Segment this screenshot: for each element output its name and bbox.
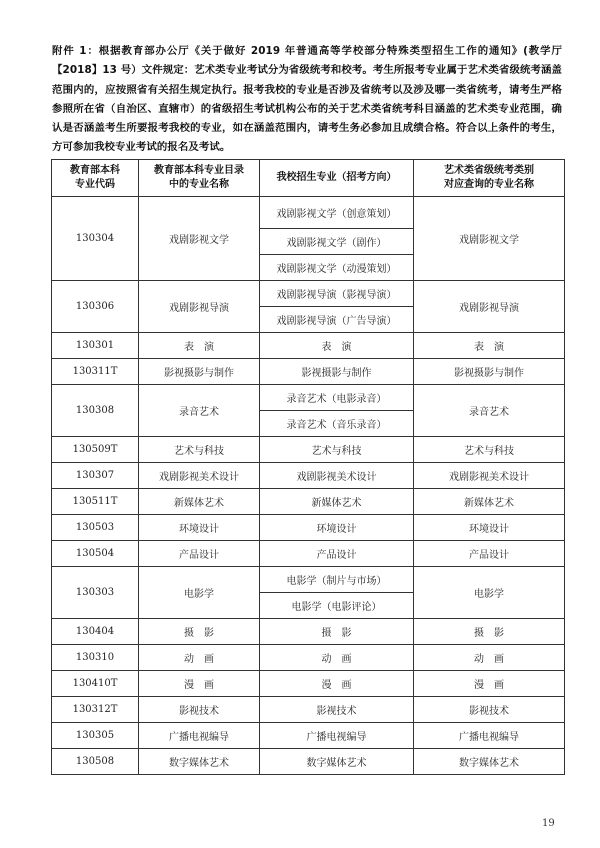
cell-category: 新媒体艺术 — [414, 489, 565, 515]
cell-code: 130504 — [52, 541, 139, 567]
cell-code: 130307 — [52, 463, 139, 489]
table-row — [52, 281, 565, 307]
cell-code: 130509T — [52, 437, 139, 463]
table-body — [52, 197, 565, 775]
cell-direction: 产品设计 — [260, 541, 414, 567]
cell-code: 130308 — [52, 385, 139, 437]
header-code: 教育部本科 专业代码 — [52, 160, 139, 197]
cell-code: 130304 — [52, 197, 139, 281]
cell-direction: 戏剧影视导演（广告导演） — [260, 307, 414, 333]
cell-direction: 摄 影 — [260, 619, 414, 645]
cell-code: 130306 — [52, 281, 139, 333]
cell-major-name: 产品设计 — [139, 541, 260, 567]
cell-major-name: 电影学 — [139, 567, 260, 619]
cell-category: 艺术与科技 — [414, 437, 565, 463]
table-row — [52, 463, 565, 489]
cell-code: 130310 — [52, 645, 139, 671]
cell-category: 影视技术 — [414, 697, 565, 723]
cell-category: 电影学 — [414, 567, 565, 619]
table-row — [52, 671, 565, 697]
header-name: 教育部本科专业目录 中的专业名称 — [139, 160, 260, 197]
cell-direction: 录音艺术（音乐录音） — [260, 411, 414, 437]
cell-major-name: 数字媒体艺术 — [139, 749, 260, 775]
cell-category: 产品设计 — [414, 541, 565, 567]
cell-direction: 数字媒体艺术 — [260, 749, 414, 775]
table-row — [52, 333, 565, 359]
table-row — [52, 567, 565, 593]
cell-code: 130511T — [52, 489, 139, 515]
cell-category: 录音艺术 — [414, 385, 565, 437]
cell-direction: 广播电视编导 — [260, 723, 414, 749]
cell-major-name: 漫 画 — [139, 671, 260, 697]
cell-category: 动 画 — [414, 645, 565, 671]
table-row — [52, 645, 565, 671]
header-direction: 我校招生专业（招考方向） — [260, 160, 414, 197]
table-row — [52, 437, 565, 463]
cell-direction: 戏剧影视文学（剧作） — [260, 229, 414, 255]
cell-category: 数字媒体艺术 — [414, 749, 565, 775]
cell-code: 130305 — [52, 723, 139, 749]
cell-category: 漫 画 — [414, 671, 565, 697]
cell-major-name: 影视技术 — [139, 697, 260, 723]
cell-category: 戏剧影视美术设计 — [414, 463, 565, 489]
header-category: 艺术类省级统考类别 对应查询的专业名称 — [414, 160, 565, 197]
cell-code: 130503 — [52, 515, 139, 541]
cell-category: 广播电视编导 — [414, 723, 565, 749]
table-row — [52, 749, 565, 775]
cell-code: 130301 — [52, 333, 139, 359]
cell-major-name: 录音艺术 — [139, 385, 260, 437]
cell-direction: 电影学（制片与市场） — [260, 567, 414, 593]
cell-code: 130303 — [52, 567, 139, 619]
cell-code: 130312T — [52, 697, 139, 723]
cell-direction: 戏剧影视导演（影视导演） — [260, 281, 414, 307]
cell-category: 戏剧影视文学 — [414, 197, 565, 281]
cell-major-name: 动 画 — [139, 645, 260, 671]
cell-direction: 表 演 — [260, 333, 414, 359]
cell-major-name: 影视摄影与制作 — [139, 359, 260, 385]
cell-major-name: 广播电视编导 — [139, 723, 260, 749]
table-row — [52, 697, 565, 723]
cell-major-name: 戏剧影视导演 — [139, 281, 260, 333]
cell-code: 130311T — [52, 359, 139, 385]
cell-direction: 影视技术 — [260, 697, 414, 723]
cell-direction: 戏剧影视文学（创意策划） — [260, 197, 414, 229]
cell-major-name: 摄 影 — [139, 619, 260, 645]
cell-direction: 戏剧影视美术设计 — [260, 463, 414, 489]
cell-code: 130404 — [52, 619, 139, 645]
cell-direction: 环境设计 — [260, 515, 414, 541]
cell-direction: 漫 画 — [260, 671, 414, 697]
cell-category: 环境设计 — [414, 515, 565, 541]
cell-category: 戏剧影视导演 — [414, 281, 565, 333]
table-row — [52, 515, 565, 541]
cell-direction: 动 画 — [260, 645, 414, 671]
table-row — [52, 619, 565, 645]
cell-major-name: 环境设计 — [139, 515, 260, 541]
table-row — [52, 197, 565, 229]
cell-direction: 新媒体艺术 — [260, 489, 414, 515]
cell-direction: 电影学（电影评论） — [260, 593, 414, 619]
cell-major-name: 新媒体艺术 — [139, 489, 260, 515]
major-table — [51, 159, 565, 775]
cell-category: 影视摄影与制作 — [414, 359, 565, 385]
cell-direction: 录音艺术（电影录音） — [260, 385, 414, 411]
page-number: 19 — [542, 818, 555, 829]
table-row — [52, 541, 565, 567]
cell-direction: 戏剧影视文学（动漫策划） — [260, 255, 414, 281]
table-header-row — [52, 160, 565, 197]
cell-major-name: 表 演 — [139, 333, 260, 359]
cell-major-name: 戏剧影视文学 — [139, 197, 260, 281]
cell-major-name: 艺术与科技 — [139, 437, 260, 463]
cell-direction: 艺术与科技 — [260, 437, 414, 463]
cell-code: 130410T — [52, 671, 139, 697]
cell-category: 表 演 — [414, 333, 565, 359]
cell-category: 摄 影 — [414, 619, 565, 645]
table-row — [52, 385, 565, 411]
table-row — [52, 489, 565, 515]
intro-paragraph: 附件 1：根据教育部办公厅《关于做好 2019 年普通高等学校部分特殊类型招生工作的通知》(教学厅【2018】13 号）文件规定：艺术类专业考试分为省级统考和校考。考生所报考专业属于艺术类省级统考涵盖范围内的，应按照省有关招生规定执行。报考我校的专业是否涉及省统考以及涉及哪一类省统考，请考生严格参照所在省（自治区、直辖市）的省级招生考试机构公布的关于艺术类省统考科目涵盖的艺术类专业范围，确认是否涵盖考生所要报考我校的专业，如在涵盖范围内，请考生务必参加且成绩合格。符合以上条件的考生，方可参加我校专业考试的报名及考试。 — [52, 45, 562, 154]
cell-code: 130508 — [52, 749, 139, 775]
cell-major-name: 戏剧影视美术设计 — [139, 463, 260, 489]
table-row — [52, 359, 565, 385]
table-row — [52, 723, 565, 749]
cell-direction: 影视摄影与制作 — [260, 359, 414, 385]
